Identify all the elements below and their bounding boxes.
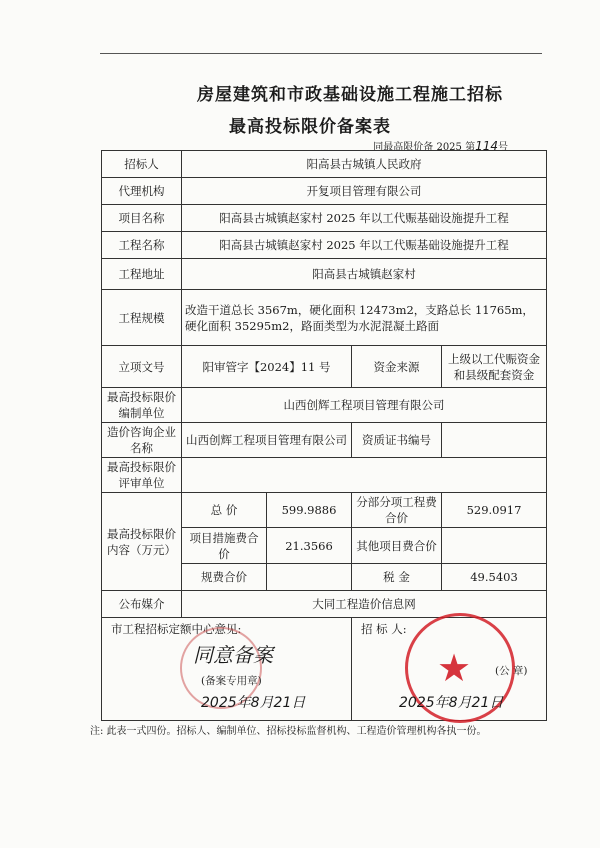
media-label: 公布媒介 [102, 591, 182, 618]
fees-label: 规费合价 [182, 564, 267, 591]
other-value [442, 528, 547, 564]
doc-number-prefix: 同最高限价备 2025 第 [373, 142, 476, 153]
other-label: 其他项目费合价 [352, 528, 442, 564]
fund-label: 资金来源 [352, 346, 442, 388]
filing-table [101, 150, 547, 721]
price-label: 最高投标限价内容（万元） [102, 493, 182, 591]
scale-label: 工程规模 [102, 290, 182, 346]
engineering-name-value: 阳高县古城镇赵家村 2025 年以工代赈基础设施提升工程 [182, 232, 547, 259]
doc-number-suffix: 号 [498, 142, 508, 153]
total-value: 599.9886 [267, 493, 352, 528]
page-title: 房屋建筑和市政基础设施工程施工招标 [197, 85, 503, 105]
tenderer-label: 招标人 [102, 151, 182, 178]
engineering-name-label: 工程名称 [102, 232, 182, 259]
cert-label: 资质证书编号 [352, 423, 442, 458]
review-label: 最高投标限价评审单位 [102, 458, 182, 493]
official-seal-note: (公 章) [495, 665, 528, 677]
media-value: 大同工程造价信息网 [182, 591, 547, 618]
agency-value: 开复项目管理有限公司 [182, 178, 547, 205]
tenderer-signature-cell [352, 618, 547, 721]
tax-label: 税 金 [352, 564, 442, 591]
site-label: 工程地址 [102, 259, 182, 290]
approval-label: 立项文号 [102, 346, 182, 388]
measures-value: 21.3566 [267, 528, 352, 564]
cert-value [442, 423, 547, 458]
footnote: 注: 此表一式四份。招标人、编制单位、招标投标监督机构、工程造价管理机构各执一份。 [90, 726, 487, 737]
project-name-label: 项目名称 [102, 205, 182, 232]
seal-star-icon: ★ [437, 646, 472, 690]
sub-label: 分部分项工程费合价 [352, 493, 442, 528]
doc-number-value: 114 [475, 139, 498, 153]
approval-signature-cell [102, 618, 352, 721]
tenderer-value: 阳高县古城镇人民政府 [182, 151, 547, 178]
fund-value: 上级以工代赈资金和县级配套资金 [442, 346, 547, 388]
measures-label: 项目措施费合 价 [182, 528, 267, 564]
review-value [182, 458, 547, 493]
consulting-value: 山西创辉工程项目管理有限公司 [182, 423, 352, 458]
center-opinion-label: 市工程招标定额中心意见: [111, 622, 242, 636]
site-value: 阳高县古城镇赵家村 [182, 259, 547, 290]
approval-value: 阳审管字【2024】11 号 [182, 346, 352, 388]
sub-value: 529.0917 [442, 493, 547, 528]
fees-value [267, 564, 352, 591]
consulting-label: 造价咨询企业名称 [102, 423, 182, 458]
tax-value: 49.5403 [442, 564, 547, 591]
scale-value: 改造干道总长 3567m，硬化面积 12473m2，支路总长 11765m，硬化面积 35295m2，路面类型为水泥混凝土路面 [182, 290, 547, 346]
compiler-value: 山西创辉工程项目管理有限公司 [182, 388, 547, 423]
total-label: 总 价 [182, 493, 267, 528]
left-date: 2025年8月21日 [201, 695, 306, 711]
page-subtitle: 最高投标限价备案表 [229, 117, 391, 137]
top-rule [100, 53, 542, 54]
right-date: 2025年8月21日 [399, 695, 504, 711]
tenderer-sign-label: 招 标 人: [361, 622, 407, 636]
agency-label: 代理机构 [102, 178, 182, 205]
filing-stamp-note: (备案专用章) [201, 675, 262, 687]
approval-handwriting: 同意备案 [193, 643, 273, 667]
project-name-value: 阳高县古城镇赵家村 2025 年以工代赈基础设施提升工程 [182, 205, 547, 232]
compiler-label: 最高投标限价编制单位 [102, 388, 182, 423]
